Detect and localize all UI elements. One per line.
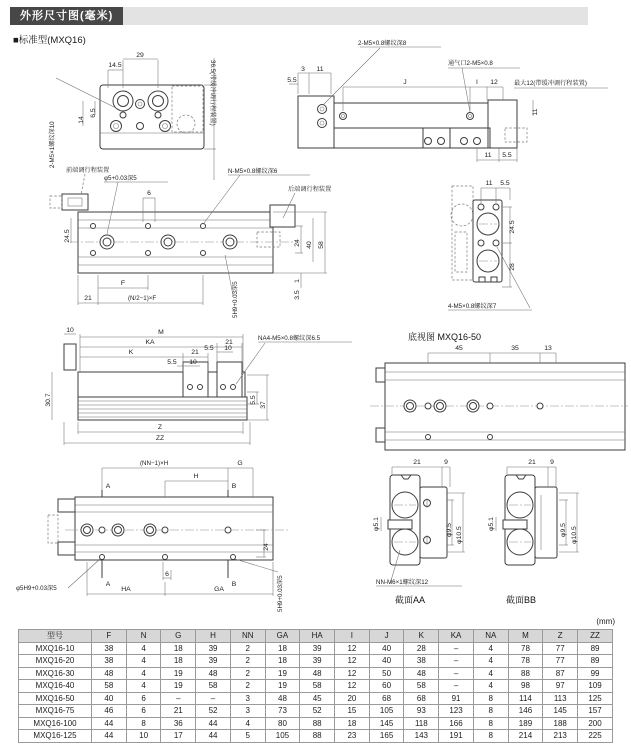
dimension-cell: 19	[265, 680, 300, 693]
table-row	[19, 717, 613, 730]
drawing-bottom-view	[16, 460, 290, 612]
dim-40: 40	[306, 241, 313, 249]
dim-21: 21	[528, 459, 536, 466]
dimensions-table	[18, 629, 613, 743]
dimension-cell: –	[439, 680, 474, 693]
column-header: K	[404, 630, 439, 643]
dimension-cell: 2	[230, 680, 265, 693]
dim-ZZ: ZZ	[155, 435, 165, 442]
dimension-cell: 12	[335, 680, 370, 693]
table-row	[19, 705, 613, 718]
dim-35: 35	[511, 345, 519, 352]
dim-12: 12	[490, 79, 498, 86]
dimension-cell: 48	[92, 667, 127, 680]
section-mark-B: B	[231, 483, 237, 490]
thread-note: NA4-M5×0.8螺纹深6.5	[258, 335, 321, 342]
dimension-cell: 214	[508, 730, 543, 743]
dimension-cell: 40	[92, 692, 127, 705]
dimension-cell: 15	[335, 705, 370, 718]
table-row	[19, 692, 613, 705]
drawing-section-aa	[373, 459, 465, 605]
dim-H: H	[193, 473, 199, 480]
table-header	[19, 630, 613, 643]
drawing-side-view-middle	[45, 327, 352, 445]
dim-I: I	[476, 79, 478, 86]
dia-9-5: φ9.5	[446, 523, 453, 537]
dimension-cell: 18	[335, 717, 370, 730]
dimension-cell: 4	[473, 655, 508, 668]
dim-J: J	[403, 79, 407, 86]
dimension-cell: 97	[543, 680, 578, 693]
dimension-cell: 88	[300, 717, 335, 730]
dim-3: 3	[301, 66, 305, 73]
thread-note: 2-M5×0.8螺纹深8	[358, 40, 407, 47]
dimension-cell: 45	[300, 692, 335, 705]
column-header: J	[369, 630, 404, 643]
dimension-cell: 39	[300, 642, 335, 655]
dimension-cell: 17	[161, 730, 196, 743]
dimension-cell: 3	[230, 705, 265, 718]
table-row	[19, 730, 613, 743]
dimension-cell: 8	[473, 705, 508, 718]
dim-3-5: 3.5	[294, 290, 301, 300]
air-port-note: 通气口2-M5×0.8	[448, 60, 493, 67]
dimension-cell: 4	[473, 642, 508, 655]
dimension-cell: 118	[404, 717, 439, 730]
dim-5-5: 5.5	[287, 77, 297, 84]
dim-11-right: 11	[532, 108, 539, 116]
dimension-cell: 4	[126, 680, 161, 693]
model-cell: MXQ16-20	[19, 655, 92, 668]
dim-pitch: (NN−1)×H	[140, 460, 169, 467]
dim-14-5: 14.5	[108, 62, 122, 69]
dimension-cell: 2	[230, 642, 265, 655]
dimension-cell: 8	[473, 717, 508, 730]
drawing-bottom-view-mxq16-50	[370, 331, 628, 450]
dimension-cell: 12	[335, 655, 370, 668]
column-header: F	[92, 630, 127, 643]
drawing-side-view-top	[287, 39, 608, 162]
dimension-cell: 73	[265, 705, 300, 718]
dimension-cell: –	[439, 655, 474, 668]
dim-13: 13	[544, 345, 552, 352]
dimension-cell: 44	[92, 717, 127, 730]
dimension-cell: 68	[404, 692, 439, 705]
dim-24: 24	[263, 543, 270, 551]
model-cell: MXQ16-30	[19, 667, 92, 680]
dimension-cell: 4	[473, 680, 508, 693]
dim-29: 29	[136, 52, 144, 59]
dim-9: 9	[550, 459, 554, 466]
dim-5-5-a: 5.5	[167, 359, 177, 366]
dimension-cell: 2	[230, 667, 265, 680]
page-title: 外形尺寸图(毫米)	[10, 7, 123, 25]
dim-5-5-b: 5.5	[204, 345, 214, 352]
column-header: M	[508, 630, 543, 643]
model-cell: MXQ16-100	[19, 717, 92, 730]
dimension-cell: 10	[126, 730, 161, 743]
dimension-cell: 98	[508, 680, 543, 693]
drawing-section-bb	[488, 459, 579, 605]
dimension-cell: 44	[196, 730, 231, 743]
dimension-cell: 28	[404, 642, 439, 655]
front-adjuster-label: 前端调行程装置	[66, 167, 110, 174]
dimension-cell: 18	[161, 655, 196, 668]
dim-GA: GA	[214, 586, 224, 593]
dimension-cell: 48	[300, 667, 335, 680]
column-header: NA	[473, 630, 508, 643]
dimension-cell: 191	[439, 730, 474, 743]
section-mark-A: A	[105, 483, 111, 490]
dim-24-5: 24.5	[509, 220, 516, 234]
dimension-cell: 36	[161, 717, 196, 730]
dimension-cell: 50	[369, 667, 404, 680]
dim-10-a: 10	[189, 359, 197, 366]
dimension-cell: 44	[196, 717, 231, 730]
dimension-cell: 18	[161, 642, 196, 655]
column-header: I	[335, 630, 370, 643]
dim-11-bottom: 11	[484, 152, 492, 159]
dim-45: 45	[455, 345, 463, 352]
column-header: H	[196, 630, 231, 643]
section-mark-B: B	[231, 581, 237, 588]
dim-30-7: 30.7	[45, 393, 52, 407]
dimension-cell: 123	[439, 705, 474, 718]
dimension-cell: 4	[473, 667, 508, 680]
dim-F: F	[120, 280, 126, 287]
model-cell: MXQ16-50	[19, 692, 92, 705]
drawing-end-view-right	[448, 180, 532, 310]
dimension-cell: 188	[543, 717, 578, 730]
dimension-cell: 68	[369, 692, 404, 705]
dim-21-a: 21	[225, 339, 233, 346]
dia-10-5: φ10.5	[456, 526, 463, 544]
thread-note: 4-M5×0.8螺纹深7	[448, 303, 497, 310]
dimension-cell: 18	[265, 655, 300, 668]
dimension-cell: 48	[196, 667, 231, 680]
dimension-cell: 8	[126, 717, 161, 730]
dim-9: 9	[444, 459, 448, 466]
bottom-view-title: 底视图 MXQ16-50	[408, 332, 482, 342]
column-header: NN	[230, 630, 265, 643]
counterbore-note: φ5+0.03深5	[104, 175, 137, 182]
dimension-cell: 52	[300, 705, 335, 718]
dimension-cell: 23	[335, 730, 370, 743]
dimension-cell: 58	[404, 680, 439, 693]
column-header: HA	[300, 630, 335, 643]
model-cell: MXQ16-40	[19, 680, 92, 693]
dimension-cell: 114	[508, 692, 543, 705]
dimension-cell: 46	[92, 705, 127, 718]
dim-Z: Z	[157, 424, 163, 431]
dimension-cell: 78	[508, 642, 543, 655]
dim-21: 21	[84, 295, 92, 302]
units-note: (mm)	[596, 617, 615, 626]
dimension-cell: 77	[543, 655, 578, 668]
section-mark-A: A	[105, 581, 111, 588]
dimension-cell: 93	[404, 705, 439, 718]
dimension-cell: 38	[92, 655, 127, 668]
dimension-cell: 4	[126, 667, 161, 680]
dimension-cell: 58	[92, 680, 127, 693]
dimension-cell: 89	[578, 642, 613, 655]
drawing-plan-view	[50, 167, 331, 318]
dimension-cell: 8	[473, 730, 508, 743]
section-bb-caption: 截面BB	[506, 595, 537, 605]
pitch-formula: (N/2−1)×F	[128, 295, 157, 302]
section-aa-caption: 截面AA	[395, 595, 426, 605]
thread-note: 2-M5×1螺纹深10	[49, 121, 56, 168]
dimension-cell: 8	[473, 692, 508, 705]
dim-6-5: 6.5	[90, 108, 97, 118]
max-adjust-note: 最大12(带缓冲调行程装置)	[514, 80, 587, 87]
dimension-cell: 48	[404, 667, 439, 680]
dim-1: 1	[294, 279, 301, 283]
dim-11: 11	[316, 66, 324, 73]
dimension-cell: 213	[543, 730, 578, 743]
dim-14: 14	[78, 116, 85, 124]
dimension-cell: 157	[578, 705, 613, 718]
dimension-cell: 5	[230, 730, 265, 743]
dim-KA: KA	[145, 339, 155, 346]
dimension-cell: 6	[126, 705, 161, 718]
dimension-cell: 3	[230, 692, 265, 705]
dimension-cell: 87	[543, 667, 578, 680]
dimension-cell: 58	[300, 680, 335, 693]
dimension-cell: 166	[439, 717, 474, 730]
dia-5-1: φ5.1	[488, 517, 495, 531]
model-cell: MXQ16-75	[19, 705, 92, 718]
dim-10-b: 10	[224, 345, 232, 352]
table-body	[19, 642, 613, 742]
dim-24: 24	[294, 239, 301, 247]
table-row	[19, 642, 613, 655]
dimension-cell: 12	[335, 642, 370, 655]
dimension-cell: 109	[578, 680, 613, 693]
dimension-cell: 2	[230, 655, 265, 668]
dimension-cell: 225	[578, 730, 613, 743]
dim-K: K	[128, 349, 134, 356]
dim-24-5: 24.5	[64, 229, 71, 243]
dimension-cell: 19	[161, 667, 196, 680]
dim-6: 6	[165, 571, 169, 578]
dimension-cell: 146	[508, 705, 543, 718]
table-row	[19, 680, 613, 693]
dimension-cell: 58	[196, 680, 231, 693]
dim-G: G	[237, 460, 243, 467]
column-header: 型号	[19, 630, 92, 643]
dim-21: 21	[413, 459, 421, 466]
dimension-cell: 200	[578, 717, 613, 730]
dimension-cell: 60	[369, 680, 404, 693]
dimension-cell: 125	[578, 692, 613, 705]
dimension-cell: 80	[265, 717, 300, 730]
dimension-cell: 40	[369, 642, 404, 655]
dimension-cell: 52	[196, 705, 231, 718]
dimension-cell: 91	[439, 692, 474, 705]
dimension-cell: 105	[265, 730, 300, 743]
dim-58: 58	[318, 241, 325, 249]
dimension-cell: 88	[300, 730, 335, 743]
dimension-cell: –	[161, 692, 196, 705]
dimension-cell: 78	[508, 655, 543, 668]
dimension-cell: 189	[508, 717, 543, 730]
dimension-cell: 113	[543, 692, 578, 705]
column-header: ZZ	[578, 630, 613, 643]
table-row	[19, 655, 613, 668]
dimension-cell: 39	[196, 655, 231, 668]
dimension-cell: 44	[92, 730, 127, 743]
dimension-cell: –	[439, 642, 474, 655]
thread-note: N-M5×0.8螺纹深6	[228, 168, 278, 175]
dia-5-1: φ5.1	[373, 517, 380, 531]
column-header: KA	[439, 630, 474, 643]
dimension-cell: –	[439, 667, 474, 680]
dimension-cell: 19	[161, 680, 196, 693]
dimension-cell: 19	[265, 667, 300, 680]
dimension-cell: 145	[369, 717, 404, 730]
thread-note: NN-M6×1螺纹深12	[376, 579, 429, 586]
model-cell: MXQ16-125	[19, 730, 92, 743]
dimension-cell: 77	[543, 642, 578, 655]
dimension-cell: 21	[161, 705, 196, 718]
dimension-cell: 40	[369, 655, 404, 668]
dim-28: 28	[509, 263, 516, 271]
dimension-cell: 4	[126, 642, 161, 655]
dim-M: M	[158, 329, 164, 336]
dim-6: 6	[147, 190, 151, 197]
dimension-cell: 143	[404, 730, 439, 743]
dim-21-b: 21	[191, 349, 199, 356]
column-header: G	[161, 630, 196, 643]
table-row	[19, 667, 613, 680]
dimension-cell: 165	[369, 730, 404, 743]
dimension-cell: 39	[300, 655, 335, 668]
dim-HA: HA	[121, 586, 131, 593]
dimension-cell: 89	[578, 655, 613, 668]
dimension-cell: 38	[404, 655, 439, 668]
dimension-cell: 145	[543, 705, 578, 718]
dia-10-5: φ10.5	[571, 526, 578, 544]
dimension-cell: 4	[230, 717, 265, 730]
dim-5-5-right: 5.5	[250, 395, 257, 405]
stroke-adjuster-note: 36.5(带缓冲调行程装置)	[209, 60, 216, 126]
rear-adjuster-label: 后端调行程装置	[288, 186, 332, 193]
section-subtitle: ■标准型(MXQ16)	[13, 35, 86, 46]
dim-11: 11	[485, 180, 493, 187]
dimension-cell: 105	[369, 705, 404, 718]
dimension-cell: –	[196, 692, 231, 705]
drawing-end-view-front	[48, 52, 217, 210]
column-header: Z	[543, 630, 578, 643]
keyway-note-left: φ5H9+0.03深5	[16, 585, 57, 592]
dimension-cell: 88	[508, 667, 543, 680]
dim-5-5-bottom: 5.5	[502, 152, 512, 159]
dimension-cell: 18	[265, 642, 300, 655]
model-cell: MXQ16-10	[19, 642, 92, 655]
dimension-cell: 99	[578, 667, 613, 680]
column-header: GA	[265, 630, 300, 643]
dimension-cell: 12	[335, 667, 370, 680]
dimension-cell: 20	[335, 692, 370, 705]
dimension-cell: 38	[92, 642, 127, 655]
dia-9-5: φ9.5	[560, 523, 567, 537]
dimension-cell: 39	[196, 642, 231, 655]
dimension-cell: 6	[126, 692, 161, 705]
dim-5-5: 5.5	[500, 180, 510, 187]
keyway-note-right: 5H9+0.03深5	[277, 575, 284, 612]
dimension-cell: 48	[265, 692, 300, 705]
dim-37: 37	[260, 401, 267, 409]
dimension-cell: 4	[126, 655, 161, 668]
column-header: N	[126, 630, 161, 643]
dim-10-left: 10	[66, 327, 74, 334]
keyway-note: 5H9+0.03深5	[232, 281, 239, 318]
